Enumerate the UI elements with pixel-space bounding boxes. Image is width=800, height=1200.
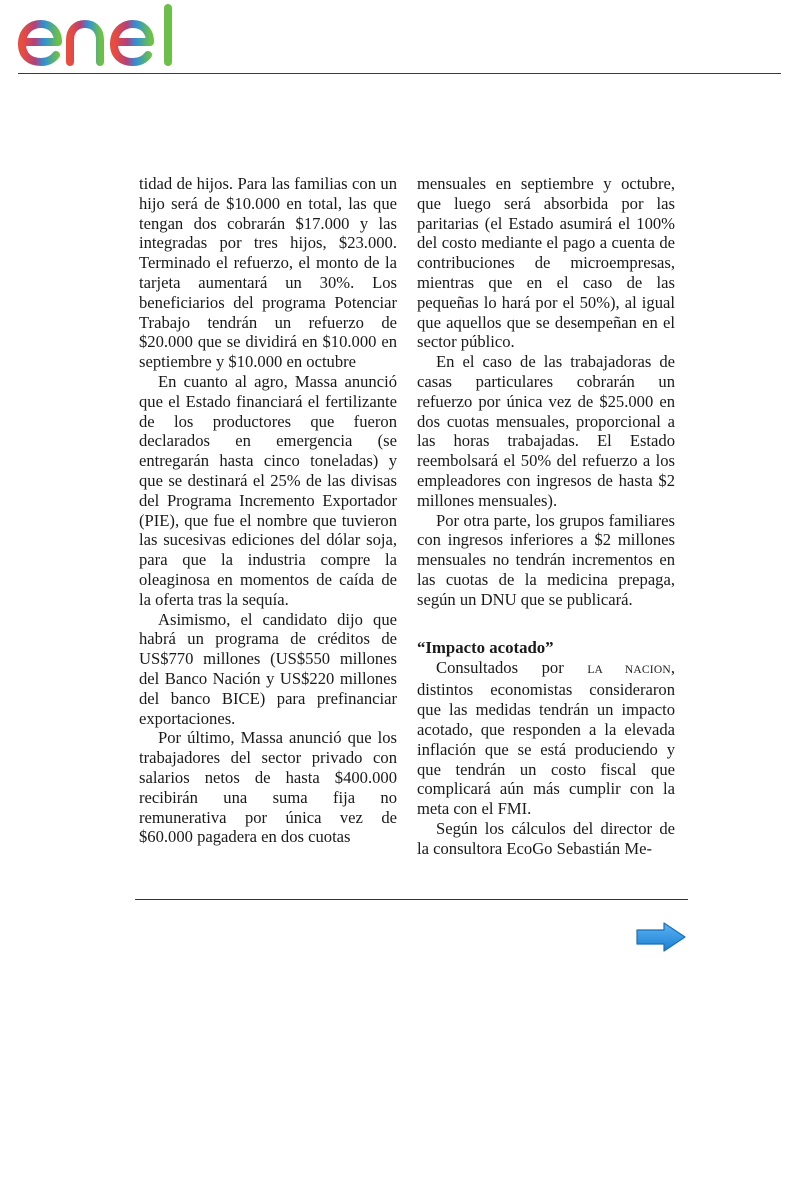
article-column-left [139,174,397,847]
article-column-right [417,174,675,859]
paragraph [417,658,675,819]
article-bottom-divider [135,899,688,900]
paragraph: Por último, Massa anunció que los trabajadores del sector privado con salarios netos de hasta $400.000 recibirán una suma fija no remunerativa por única vez de $60.000 pagadera en dos cuotas [139,728,397,847]
paragraph: Asimismo, el candidato dijo que habrá un programa de créditos de US$770 millones (US$550 millones del Banco Nación y US$220 millones del banco BICE) para prefinanciar exportaciones. [139,609,397,728]
enel-logo [16,4,182,68]
paragraph: En cuanto al agro, Massa anunció que el Estado financiará el fertilizante de los productores que fueron declarados en emergencia (se entregarán hasta cinco toneladas) y que se destinará el 25% de las divisas del Programa Incremento Exportador (PIE), que fue el nombre que tuvieron las sucesivas ediciones del dólar soja, para que la industria compre la oleaginosa en momentos de caída de la oferta tras la sequía. [139,371,397,609]
paragraph: tidad de hijos. Para las familias con un hijo será de $10.000 en total, las que tengan dos cobrarán $17.000 y las integradas por tres hijos, $23.000. Terminado el refuerzo, el monto de la tarjeta aumentará un 30%. Los beneficiarios del programa Potenciar Trabajo tendrán un refuerzo de $20.000 que se dividirá en $10.000 en septiembre y $10.000 en octubre [139,174,397,372]
paragraph: Por otra parte, los grupos familiares con ingresos inferiores a $2 millones mensuales no tendrán incrementos en las cuotas de la medicina prepaga, según un DNU que se publicará. [417,510,675,609]
source-name: LA NACION [587,663,671,676]
paragraph: Según los cálculos del director de la consultora EcoGo Sebastián Me- [417,818,675,858]
right-arrow-icon [634,920,688,954]
paragraph-text: , distintos economistas consideraron que las medidas tendrán un impacto acotado, que responden a la elevada inflación que se está produciendo y que tendrán un costo fiscal que complicará aún más cumplir con la meta con el FMI. [417,657,675,819]
paragraph: mensuales en septiembre y octubre, que luego será absorbida por las paritarias (el Estado asumirá el 100% del costo mediante el pago a cuenta de contribuciones de microempresas, mientras que en el caso de las pequeñas lo hará por el 50%), al igual que aquellos que se desempeñan en el sector público. [417,174,675,352]
paragraph: En el caso de las trabajadoras de casas particulares cobrarán un refuerzo por única vez de $25.000 en dos cuotas mensuales, proporcional a las horas trabajadas. El Estado reembolsará el 50% del refuerzo a los empleadores con ingresos de hasta $2 millones mensuales). [417,352,675,510]
header-divider [18,73,781,74]
paragraph-text: Consultados por [436,657,588,677]
section-subheading: “Impacto acotado” [417,637,554,657]
next-page-button[interactable] [634,920,688,954]
enel-logo-icon [16,4,182,68]
